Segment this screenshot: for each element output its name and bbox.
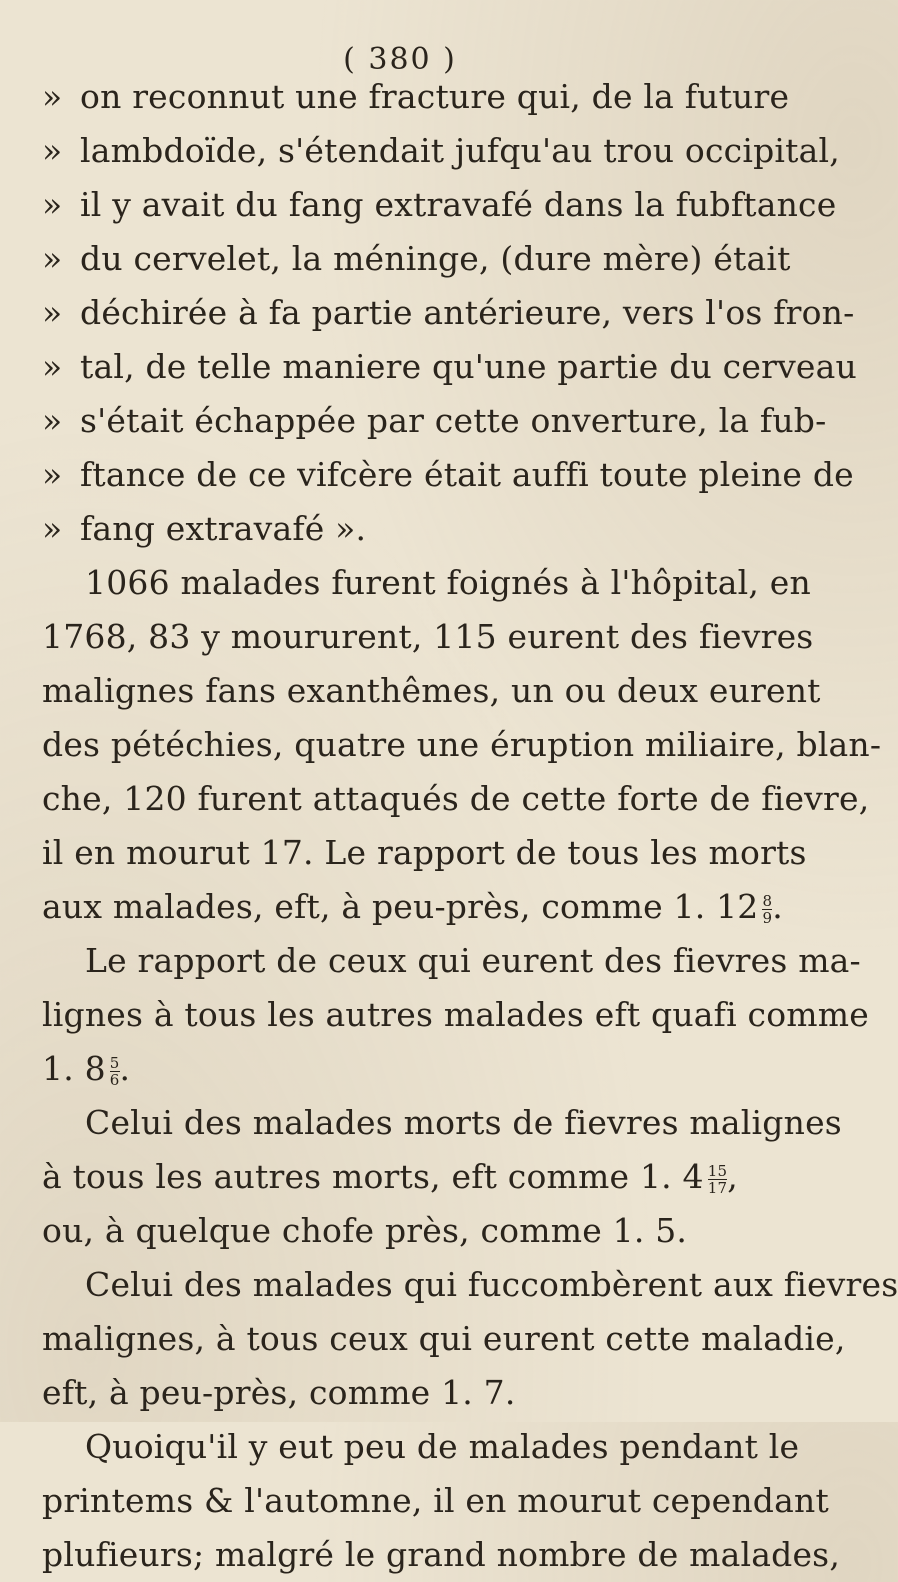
text-line: à tous les autres morts, eft comme 1. 4 $\frac{15}{17}$ , (42, 1157, 738, 1197)
text-line: printems & l'automne, il en mourut cependant (42, 1481, 829, 1520)
text-line: 1768, 83 y moururent, 115 eurent des fievres (42, 617, 814, 656)
quote-mark: » (42, 77, 63, 116)
text-line: » on reconnut une fracture qui, de la future (42, 70, 777, 124)
text-line: Le rapport de ceux qui eurent des fievres ma- (85, 941, 861, 980)
quote-mark: » (42, 185, 63, 224)
quote-mark: » (42, 509, 63, 548)
text-line: Celui des malades qui fuccombèrent aux fievres (85, 1265, 898, 1304)
fraction: $\frac{15}{17}$ (707, 1161, 728, 1197)
text-line: des pétéchies, quatre une éruption miliaire, blan- (42, 725, 882, 764)
text-line: ou, à quelque chofe près, comme 1. 5. (42, 1211, 688, 1250)
text-line: » s'était échappée par cette onverture, la fub- (42, 394, 777, 448)
text-line: 1. 8 $\frac{5}{6}$ . (42, 1049, 131, 1089)
text-line: » fang extravafé ». (42, 502, 777, 556)
text-line: eft, à peu-près, comme 1. 7. (42, 1373, 516, 1412)
quote-mark: » (42, 293, 63, 332)
text-line: malignes, à tous ceux qui eurent cette maladie, (42, 1319, 846, 1358)
text-line: » tal, de telle maniere qu'une partie du cerveau (42, 340, 777, 394)
quote-mark: » (42, 131, 63, 170)
text-line: Celui des malades morts de fievres malignes (85, 1103, 842, 1142)
text-line: 1066 malades furent foignés à l'hôpital, en (85, 563, 811, 602)
quote-mark: » (42, 239, 63, 278)
text-line: malignes fans exanthêmes, un ou deux eurent (42, 671, 821, 710)
text-line: il en mourut 17. Le rapport de tous les morts (42, 833, 807, 872)
text-line: aux malades, eft, à peu-près, comme 1. 12 $\frac{8}{9}$ . (42, 887, 783, 927)
text-line: » du cervelet, la méninge, (dure mère) était (42, 232, 777, 286)
text-line: » ftance de ce vifcère était auffi toute pleine de (42, 448, 777, 502)
text-line: che, 120 furent attaqués de cette forte de fievre, (42, 779, 870, 818)
quote-mark: » (42, 455, 63, 494)
text-line: » lambdoïde, s'étendait jufqu'au trou occipital, (42, 124, 777, 178)
text-line: plufieurs; malgré le grand nombre de malades, (42, 1535, 841, 1574)
body-text (42, 70, 898, 1582)
text-line: » il y avait du fang extravafé dans la fubftance (42, 178, 777, 232)
quote-mark: » (42, 401, 63, 440)
fraction: $\frac{5}{6}$ (109, 1053, 120, 1089)
fraction: $\frac{8}{9}$ (762, 891, 773, 927)
quote-mark: » (42, 347, 63, 386)
text-line: » déchirée à fa partie antérieure, vers l'os fron- (42, 286, 777, 340)
text-line: Quoiqu'il y eut peu de malades pendant le (85, 1427, 800, 1466)
text-line: lignes à tous les autres malades eft quafi comme (42, 995, 869, 1034)
page-number: ( 380 ) (343, 42, 457, 77)
